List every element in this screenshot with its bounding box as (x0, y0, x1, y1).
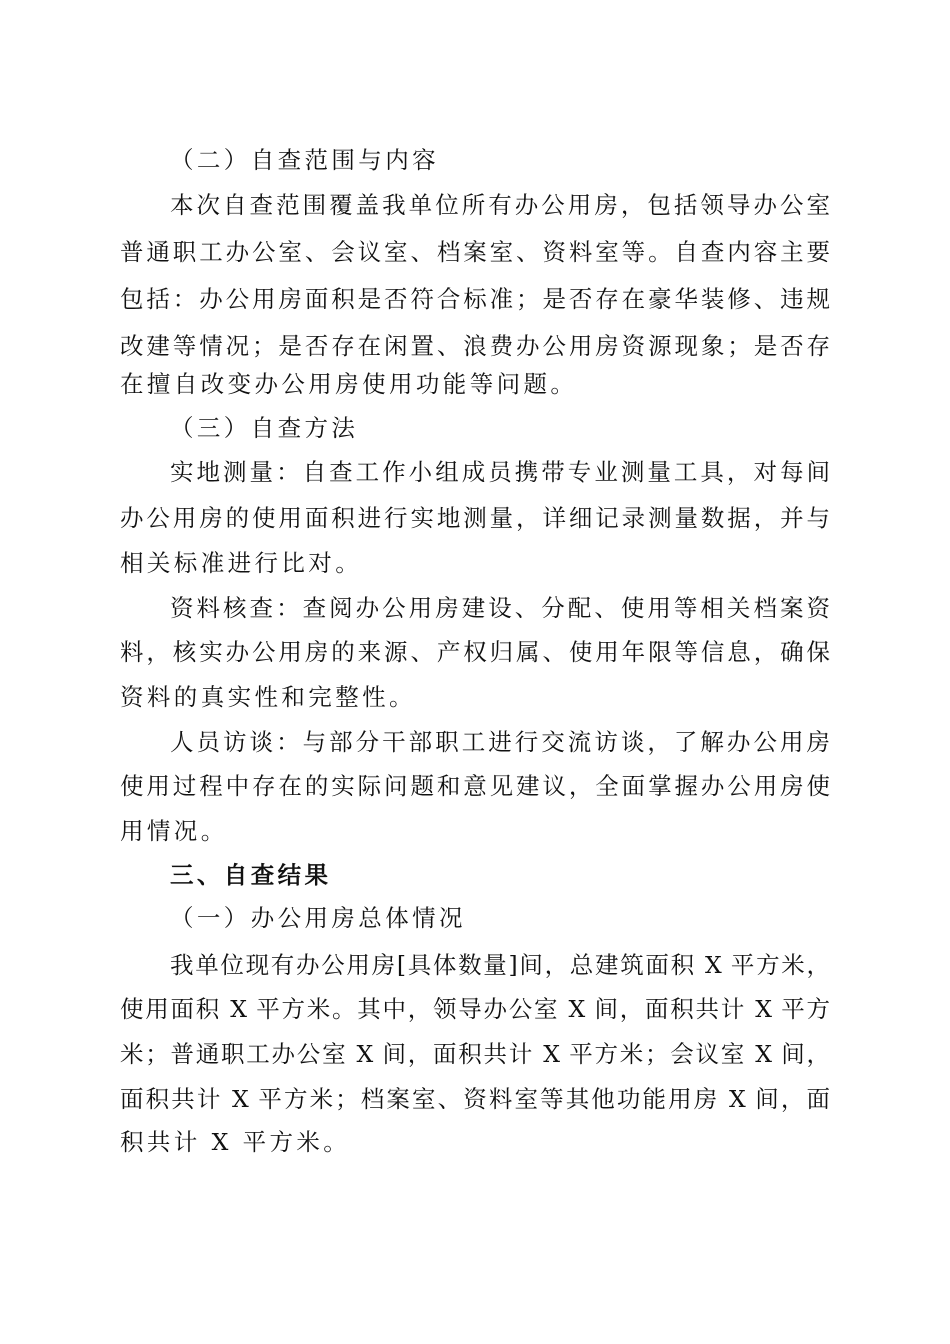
section-heading-scope: （二）自查范围与内容 (170, 146, 439, 174)
paragraph-line: 使用过程中存在的实际问题和意见建议，全面掌握办公用房使 (120, 772, 830, 800)
paragraph-line: 料，核实办公用房的来源、产权归属、使用年限等信息，确保 (120, 638, 830, 666)
paragraph-line: 用情况。 (120, 817, 228, 845)
paragraph-line: 本次自查范围覆盖我单位所有办公用房，包括领导办公室 (170, 191, 830, 219)
paragraph-line: 包括：办公用房面积是否符合标准；是否存在豪华装修、违规 (120, 285, 830, 313)
paragraph-line: 我单位现有办公用房[具体数量]间，总建筑面积 X 平方米， (170, 951, 830, 979)
paragraph-line: 实地测量：自查工作小组成员携带专业测量工具，对每间 (170, 458, 830, 486)
paragraph-line: 改建等情况；是否存在闲置、浪费办公用房资源现象；是否存 (120, 332, 830, 360)
paragraph-line: 面积共计 X 平方米；档案室、资料室等其他功能用房 X 间，面 (120, 1085, 830, 1113)
section-heading-method: （三）自查方法 (170, 414, 359, 442)
paragraph-line: 普通职工办公室、会议室、档案室、资料室等。自查内容主要 (120, 238, 830, 266)
section-heading-overview: （一）办公用房总体情况 (170, 904, 466, 932)
paragraph-line: 米；普通职工办公室 X 间，面积共计 X 平方米；会议室 X 间， (120, 1040, 830, 1068)
paragraph-line: 人员访谈：与部分干部职工进行交流访谈，了解办公用房 (170, 728, 830, 756)
paragraph-line: 资料核查：查阅办公用房建设、分配、使用等相关档案资 (170, 594, 830, 622)
paragraph-line: 相关标准进行比对。 (120, 549, 363, 577)
part-heading-results: 三、自查结果 (170, 861, 332, 889)
paragraph-line: 资料的真实性和完整性。 (120, 683, 416, 711)
paragraph-line: 办公用房的使用面积进行实地测量，详细记录测量数据，并与 (120, 504, 830, 532)
paragraph-line: 积共计 X 平方米。 (120, 1128, 351, 1156)
paragraph-line: 使用面积 X 平方米。其中，领导办公室 X 间，面积共计 X 平方 (120, 995, 830, 1023)
paragraph-line: 在擅自改变办公用房使用功能等问题。 (120, 370, 578, 398)
